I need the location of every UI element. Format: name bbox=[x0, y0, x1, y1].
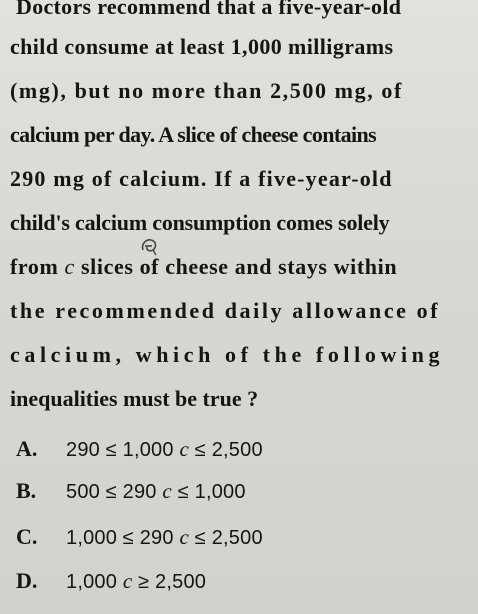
option-b-letter: B. bbox=[16, 478, 37, 503]
option-c[interactable] bbox=[10, 522, 470, 552]
option-b-variable: c bbox=[162, 479, 172, 503]
option-b-right: ≤ 1,000 bbox=[177, 481, 246, 503]
option-c-left: 1,000 ≤ 290 bbox=[66, 527, 174, 549]
question-line-4: calcium per day. A slice of cheese contains bbox=[10, 122, 377, 147]
option-a-letter: A. bbox=[16, 436, 38, 461]
option-b-inequality bbox=[66, 476, 246, 507]
option-c-right: ≤ 2,500 bbox=[194, 527, 263, 549]
pen-mark-icon bbox=[138, 236, 160, 258]
question-line-5: 290 mg of calcium. If a five-year-old bbox=[10, 166, 393, 191]
option-d[interactable] bbox=[10, 566, 470, 596]
option-b[interactable] bbox=[10, 476, 470, 506]
option-a-left: 290 ≤ 1,000 bbox=[66, 439, 174, 461]
option-d-letter: D. bbox=[16, 568, 38, 593]
question-line-2: child consume at least 1,000 milligrams bbox=[10, 34, 394, 59]
option-a-right: ≤ 2,500 bbox=[194, 439, 263, 461]
question-line-1: Doctors recommend that a five-year-old bbox=[16, 0, 402, 19]
question-line-9: calcium, which of the following bbox=[10, 342, 445, 367]
option-a[interactable] bbox=[10, 434, 470, 464]
question-line-7: from c slices of cheese and stays within bbox=[10, 254, 398, 279]
option-d-left: 1,000 bbox=[66, 571, 118, 593]
question-line-10: inequalities must be true ? bbox=[10, 386, 259, 411]
question-line-6: child's calcium consumption comes solely bbox=[10, 210, 390, 235]
option-d-variable: c bbox=[122, 569, 133, 593]
option-a-variable: c bbox=[179, 437, 190, 461]
question-line-3: (mg), but no more than 2,500 mg, of bbox=[10, 78, 403, 103]
question-line-8: the recommended daily allowance of bbox=[10, 298, 441, 323]
option-c-inequality bbox=[66, 522, 263, 553]
option-a-inequality bbox=[66, 434, 263, 465]
option-c-letter: C. bbox=[16, 524, 38, 549]
option-c-variable: c bbox=[179, 525, 190, 549]
option-b-left: 500 ≤ 290 bbox=[66, 481, 157, 503]
option-d-inequality bbox=[66, 566, 206, 597]
option-d-right: ≥ 2,500 bbox=[138, 571, 207, 593]
